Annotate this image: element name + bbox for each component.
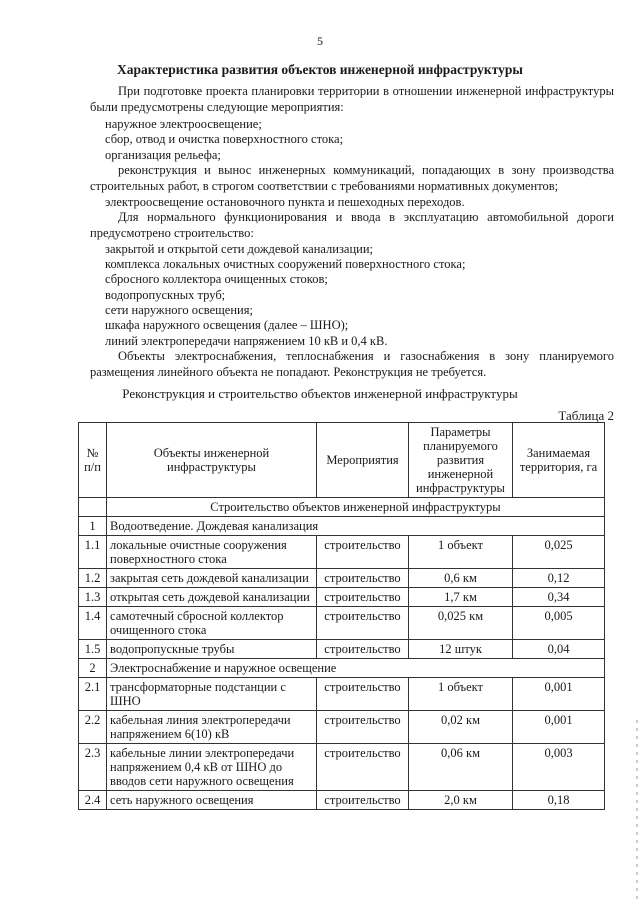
group-row bbox=[79, 517, 605, 536]
row-object: сеть наружного освещения bbox=[107, 791, 317, 810]
group-title: Электроснабжение и наружное освещение bbox=[107, 659, 605, 678]
row-area: 0,025 bbox=[513, 536, 605, 569]
measure-item: организация рельефа; bbox=[105, 148, 221, 162]
row-area: 0,18 bbox=[513, 791, 605, 810]
row-num: 1.1 bbox=[79, 536, 107, 569]
measure-item: наружное электроосвещение; bbox=[105, 117, 262, 131]
header-param: Параметры планируемого развития инженерной инфраструктуры bbox=[409, 423, 513, 498]
construction-item: шкафа наружного освещения (далее – ШНО); bbox=[105, 318, 349, 332]
group-title: Водоотведение. Дождевая канализация bbox=[107, 517, 605, 536]
group-row bbox=[79, 659, 605, 678]
page-title: Характеристика развития объектов инженерной инфраструктуры bbox=[117, 62, 523, 77]
row-num: 2.2 bbox=[79, 711, 107, 744]
row-action: строительство bbox=[317, 711, 409, 744]
row-num: 1.3 bbox=[79, 588, 107, 607]
reconstruction-paragraph: реконструкция и вынос инженерных коммуникаций, попадающих в зону производства строительных работ, в строгом соответствии с требованиями нормативных документов; bbox=[90, 163, 614, 193]
row-param: 0,6 км bbox=[409, 569, 513, 588]
page-number: 5 bbox=[317, 34, 323, 48]
section-title: Строительство объектов инженерной инфраструктуры bbox=[107, 498, 605, 517]
row-area: 0,003 bbox=[513, 744, 605, 791]
table-row bbox=[79, 536, 605, 569]
row-area: 0,005 bbox=[513, 607, 605, 640]
row-num: 2.3 bbox=[79, 744, 107, 791]
table-row bbox=[79, 588, 605, 607]
row-action: строительство bbox=[317, 744, 409, 791]
construction-item: закрытой и открытой сети дождевой канализации; bbox=[105, 242, 373, 256]
row-object: самотечный сбросной коллектор очищенного стока bbox=[107, 607, 317, 640]
row-area: 0,34 bbox=[513, 588, 605, 607]
table-header-row bbox=[79, 423, 605, 498]
intro-paragraph: При подготовке проекта планировки территории в отношении инженерной инфраструктуры были предусмотрены следующие мероприятия: bbox=[90, 84, 614, 114]
table-label: Таблица 2 bbox=[558, 408, 614, 423]
table-row bbox=[79, 678, 605, 711]
row-param: 1 объект bbox=[409, 678, 513, 711]
group-num: 2 bbox=[79, 659, 107, 678]
row-object: кабельная линия электропередачи напряжением 6(10) кВ bbox=[107, 711, 317, 744]
row-param: 1,7 км bbox=[409, 588, 513, 607]
row-num: 1.2 bbox=[79, 569, 107, 588]
lighting-item: электроосвещение остановочного пункта и пешеходных переходов. bbox=[105, 195, 465, 209]
row-num: 2.4 bbox=[79, 791, 107, 810]
construction-item: сети наружного освещения; bbox=[105, 303, 253, 317]
row-object: закрытая сеть дождевой канализации bbox=[107, 569, 317, 588]
infrastructure-table bbox=[78, 422, 605, 810]
supply-note-paragraph: Объекты электроснабжения, теплоснабжения и газоснабжения в зону планируемого размещения линейного объекта не попадают. Реконструкция не требуется. bbox=[90, 349, 614, 379]
row-action: строительство bbox=[317, 588, 409, 607]
row-action: строительство bbox=[317, 569, 409, 588]
table-row bbox=[79, 640, 605, 659]
row-action: строительство bbox=[317, 536, 409, 569]
row-num: 1.5 bbox=[79, 640, 107, 659]
row-action: строительство bbox=[317, 607, 409, 640]
table-row bbox=[79, 744, 605, 791]
table-row bbox=[79, 569, 605, 588]
header-num: № п/п bbox=[79, 423, 107, 498]
construction-item: линий электропередачи напряжением 10 кВ и 0,4 кВ. bbox=[105, 334, 388, 348]
row-action: строительство bbox=[317, 678, 409, 711]
section-spacer bbox=[79, 498, 107, 517]
table-row bbox=[79, 711, 605, 744]
row-area: 0,04 bbox=[513, 640, 605, 659]
group-num: 1 bbox=[79, 517, 107, 536]
row-num: 1.4 bbox=[79, 607, 107, 640]
table-row bbox=[79, 607, 605, 640]
construction-item: комплекса локальных очистных сооружений поверхностного стока; bbox=[105, 257, 466, 271]
row-param: 1 объект bbox=[409, 536, 513, 569]
row-action: строительство bbox=[317, 791, 409, 810]
construction-item: водопропускных труб; bbox=[105, 288, 226, 302]
measure-item: сбор, отвод и очистка поверхностного стока; bbox=[105, 132, 344, 146]
row-param: 0,025 км bbox=[409, 607, 513, 640]
row-area: 0,001 bbox=[513, 678, 605, 711]
row-param: 0,06 км bbox=[409, 744, 513, 791]
section-row bbox=[79, 498, 605, 517]
row-object: кабельные линии электропередачи напряжением 0,4 кВ от ШНО до вводов сети наружного освещения bbox=[107, 744, 317, 791]
table-row bbox=[79, 791, 605, 810]
road-intro-paragraph: Для нормального функционирования и ввода в эксплуатацию автомобильной дороги предусмотрено строительство: bbox=[90, 210, 614, 240]
row-object: открытая сеть дождевой канализации bbox=[107, 588, 317, 607]
row-object: водопропускные трубы bbox=[107, 640, 317, 659]
row-action: строительство bbox=[317, 640, 409, 659]
row-param: 0,02 км bbox=[409, 711, 513, 744]
table-caption: Реконструкция и строительство объектов инженерной инфраструктуры bbox=[122, 386, 518, 401]
scan-edge-artifact bbox=[636, 720, 638, 900]
row-param: 12 штук bbox=[409, 640, 513, 659]
header-object: Объекты инженерной инфраструктуры bbox=[107, 423, 317, 498]
header-action: Мероприятия bbox=[317, 423, 409, 498]
row-object: трансформаторные подстанции с ШНО bbox=[107, 678, 317, 711]
row-object: локальные очистные сооружения поверхностного стока bbox=[107, 536, 317, 569]
header-area: Занимаемая территория, га bbox=[513, 423, 605, 498]
construction-item: сбросного коллектора очищенных стоков; bbox=[105, 272, 328, 286]
row-param: 2,0 км bbox=[409, 791, 513, 810]
row-area: 0,001 bbox=[513, 711, 605, 744]
row-num: 2.1 bbox=[79, 678, 107, 711]
row-area: 0,12 bbox=[513, 569, 605, 588]
